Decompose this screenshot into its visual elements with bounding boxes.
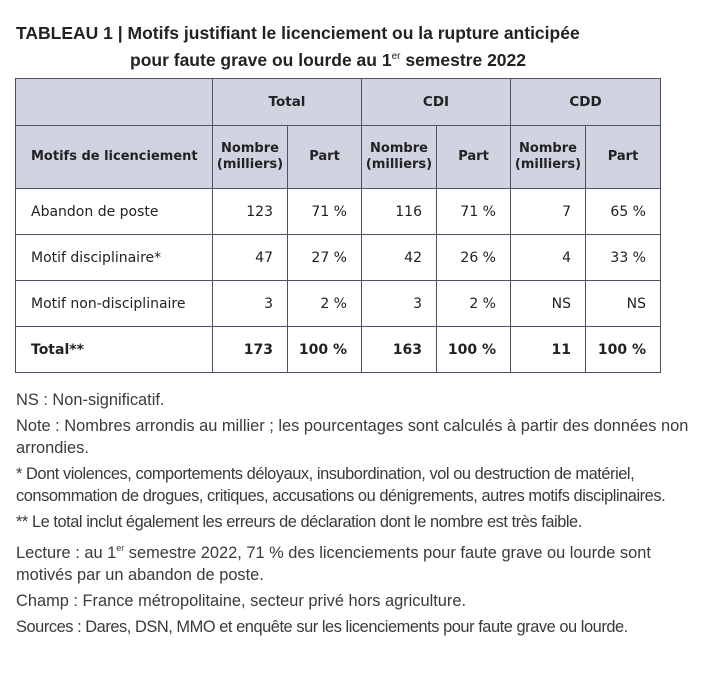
cell-total-part: 27 % — [288, 235, 362, 281]
table-row — [16, 281, 661, 327]
cell-cdi-nombre: 163 — [362, 327, 437, 373]
nombre-label: Nombre — [519, 141, 577, 156]
cell-cdd-nombre: NS — [511, 281, 586, 327]
cell-cdi-part: 71 % — [437, 189, 511, 235]
cell-total-part: 2 % — [288, 281, 362, 327]
cell-total-nombre: 47 — [213, 235, 288, 281]
note-asterisk: * Dont violences, comportements déloyaux, insubordination, vol ou destruction de matériel, consommation de drogues, critiques, accusations ou dénigrements, autres motifs disciplinaires. — [16, 465, 666, 505]
title-line-1: TABLEAU 1 | Motifs justifiant le licenciement ou la rupture anticipée — [16, 23, 580, 43]
lecture-superscript: er — [116, 543, 125, 553]
row-label: Motif disciplinaire* — [16, 235, 213, 281]
sub-header-nombre — [213, 126, 288, 189]
table-row — [16, 235, 661, 281]
table-title — [16, 22, 676, 72]
row-label: Abandon de poste — [16, 189, 213, 235]
title-line2-end: semestre 2022 — [400, 50, 527, 70]
note-rounding: Note : Nombres arrondis au millier ; les pourcentages sont calculés à partir des données non arrondies. — [16, 417, 689, 457]
footnotes — [16, 389, 696, 642]
table-row — [16, 189, 661, 235]
group-header-cdi: CDI — [362, 79, 511, 126]
title-line-2 — [16, 45, 676, 72]
cell-total-part: 71 % — [288, 189, 362, 235]
sub-header-nombre — [362, 126, 437, 189]
cell-cdd-part: 100 % — [586, 327, 661, 373]
title-superscript: er — [391, 51, 401, 62]
note-double-asterisk: ** Le total inclut également les erreurs de déclaration dont le nombre est très faible. — [16, 513, 582, 531]
milliers-label: (milliers) — [216, 157, 284, 172]
note-sources: Sources : Dares, DSN, MMO et enquête sur les licenciements pour faute grave ou lourde. — [16, 618, 628, 636]
cell-cdd-part: NS — [586, 281, 661, 327]
milliers-label: (milliers) — [365, 157, 433, 172]
lecture-end: semestre 2022, 71 % des licenciements pour faute grave ou lourde sont motivés par un abandon de poste. — [16, 544, 651, 584]
cell-cdd-nombre: 11 — [511, 327, 586, 373]
sub-header-part: Part — [437, 126, 511, 189]
cell-cdi-nombre: 42 — [362, 235, 437, 281]
cell-total-part: 100 % — [288, 327, 362, 373]
nombre-label: Nombre — [221, 141, 279, 156]
cell-total-nombre: 3 — [213, 281, 288, 327]
cell-cdi-nombre: 116 — [362, 189, 437, 235]
empty-corner-cell — [16, 79, 213, 126]
row-header-motifs: Motifs de licenciement — [16, 126, 213, 189]
milliers-label: (milliers) — [514, 157, 582, 172]
cell-cdd-part: 33 % — [586, 235, 661, 281]
note-champ: Champ : France métropolitaine, secteur privé hors agriculture. — [16, 592, 467, 610]
cell-cdi-nombre: 3 — [362, 281, 437, 327]
sub-header-nombre — [511, 126, 586, 189]
cell-cdd-nombre: 4 — [511, 235, 586, 281]
cell-cdd-part: 65 % — [586, 189, 661, 235]
note-lecture — [16, 537, 696, 586]
group-header-cdd: CDD — [511, 79, 661, 126]
table-row-total — [16, 327, 661, 373]
cell-cdi-part: 26 % — [437, 235, 511, 281]
data-table — [15, 78, 661, 373]
cell-cdi-part: 2 % — [437, 281, 511, 327]
cell-cdd-nombre: 7 — [511, 189, 586, 235]
group-header-total: Total — [213, 79, 362, 126]
note-ns: NS : Non-significatif. — [16, 391, 165, 409]
lecture-start: Lecture : au 1 — [16, 544, 117, 562]
row-label: Motif non-disciplinaire — [16, 281, 213, 327]
sub-header-row — [16, 126, 661, 189]
sub-header-part: Part — [586, 126, 661, 189]
cell-total-nombre: 173 — [213, 327, 288, 373]
cell-total-nombre: 123 — [213, 189, 288, 235]
group-header-row — [16, 79, 661, 126]
title-line2-text: pour faute grave ou lourde au 1 — [130, 50, 392, 70]
nombre-label: Nombre — [370, 141, 428, 156]
sub-header-part: Part — [288, 126, 362, 189]
row-label: Total** — [16, 327, 213, 373]
cell-cdi-part: 100 % — [437, 327, 511, 373]
